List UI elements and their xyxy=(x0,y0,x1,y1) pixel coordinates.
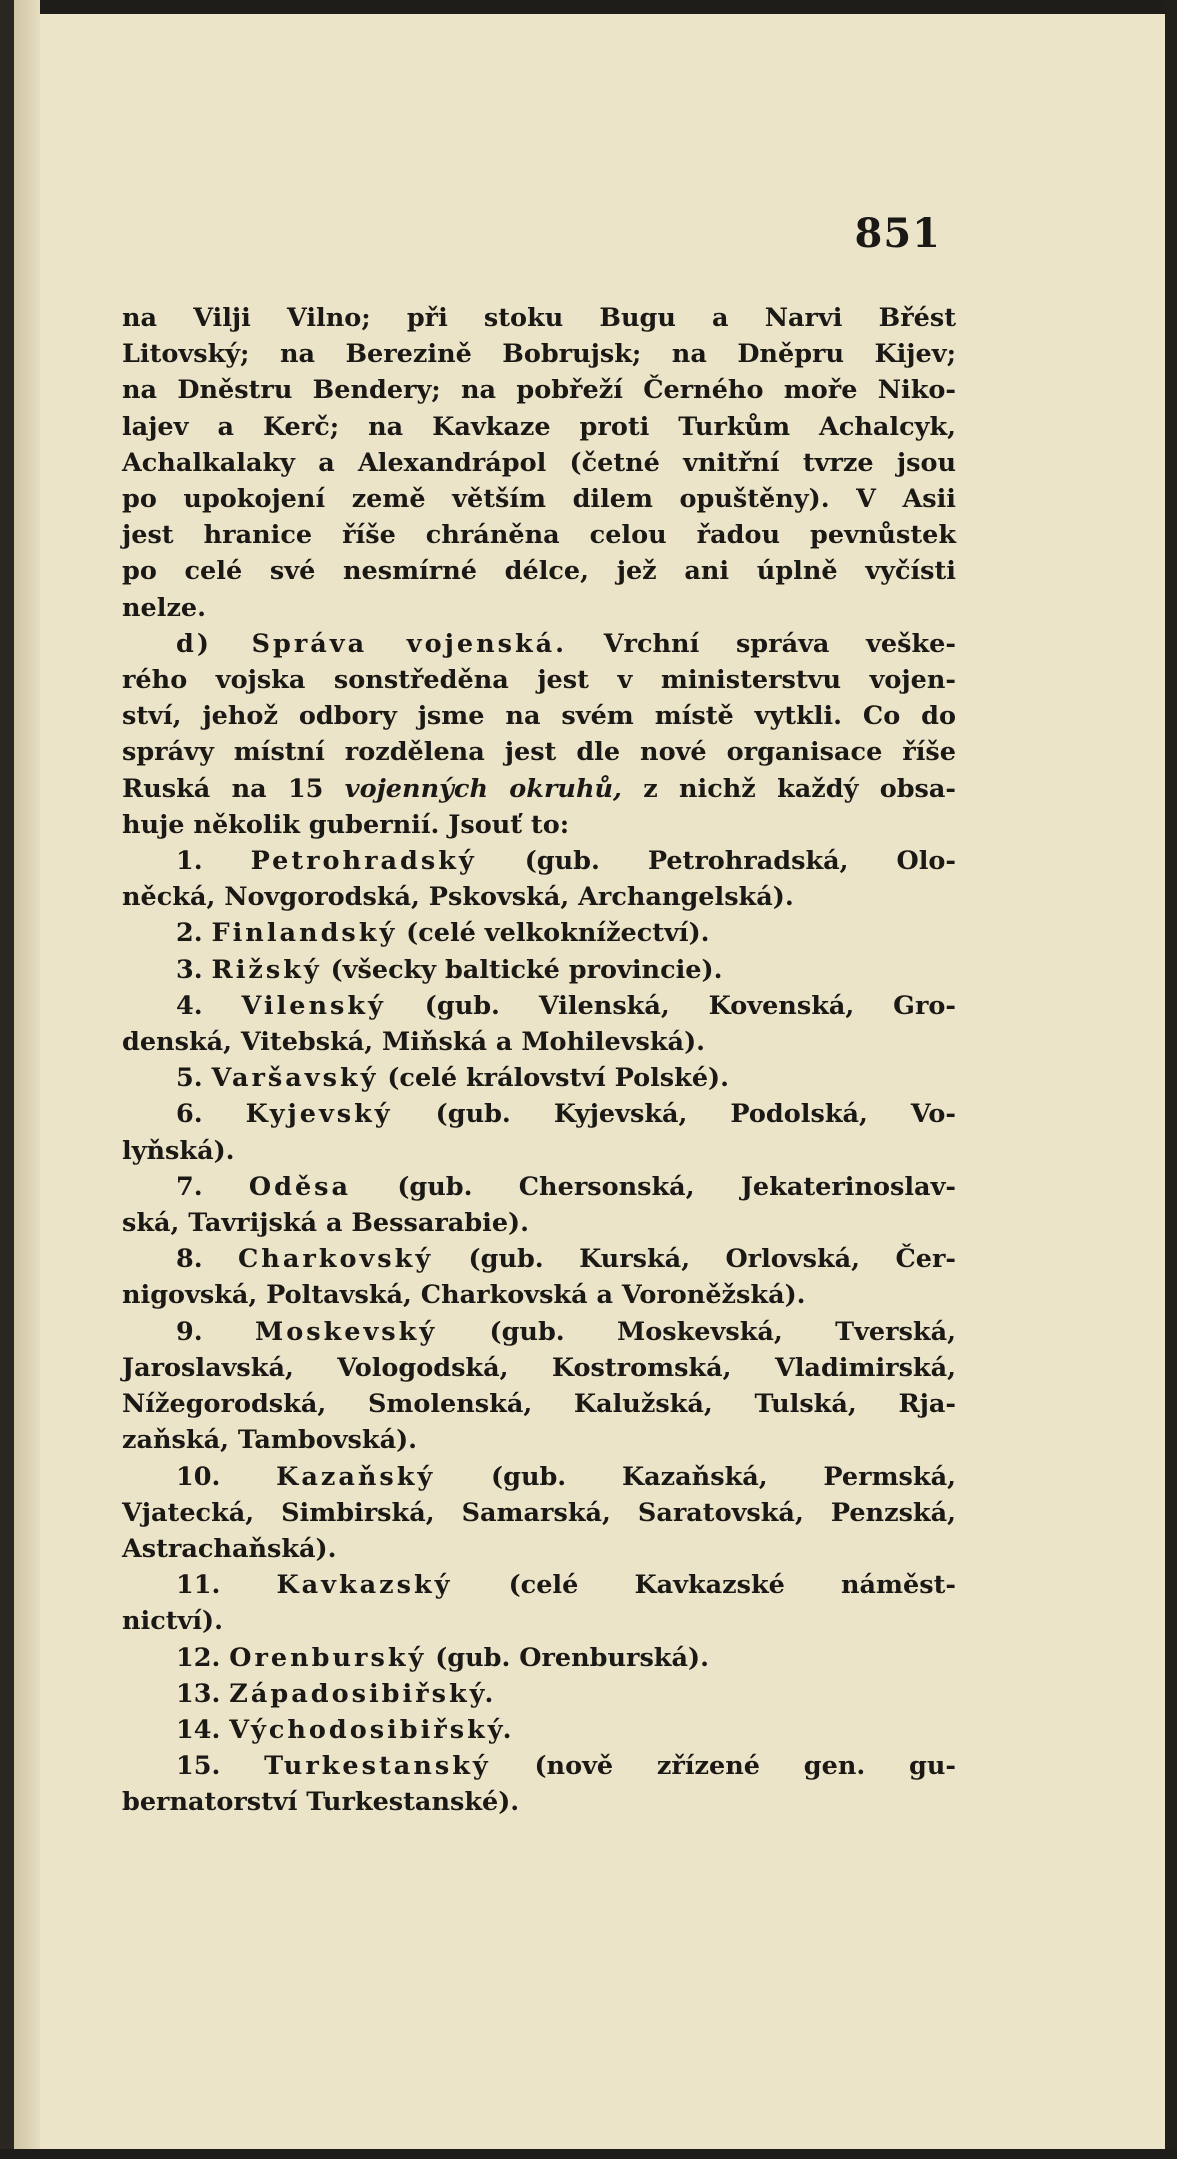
district-continuation: Nížegorodská, Smolenská, Kalužská, Tulská, Rja- xyxy=(122,1389,956,1420)
district-name: Oděsa xyxy=(248,1171,352,1202)
district-continuation: Jaroslavská, Vologodská, Kostromská, Vladimirská, xyxy=(122,1352,956,1383)
district-gubernias: (nově zřízené gen. gu- xyxy=(534,1751,956,1782)
district-gubernias: (gub. Kurská, Orlovská, Čer- xyxy=(468,1244,956,1275)
page-number: 851 xyxy=(854,210,941,257)
district-gubernias: (gub. Kyjevská, Podolská, Vo- xyxy=(435,1099,956,1130)
body-line: rého vojska sonstředěna jest v ministerstvu vojen- xyxy=(122,665,956,696)
body-line: po celé své nesmírné délce, jež ani úplně vyčísti xyxy=(122,556,956,587)
district-item xyxy=(122,988,956,1024)
district-continuation: bernatorství Turkestanské). xyxy=(122,1787,520,1818)
district-number: 11. xyxy=(176,1570,221,1601)
district-name: Vilenský xyxy=(241,990,386,1021)
district-continuation: nictví). xyxy=(122,1606,223,1637)
district-number: 8. xyxy=(176,1244,203,1275)
section-d-line xyxy=(122,771,956,807)
district-item xyxy=(122,1314,956,1350)
district-continuation: ská, Tavrijská a Bessarabie). xyxy=(122,1208,530,1239)
district-item xyxy=(122,1459,956,1495)
body-line: správy místní rozdělena jest dle nové organisace říše xyxy=(122,737,956,768)
district-name: Kavkazský xyxy=(276,1570,453,1601)
district-continuation: nigovská, Poltavská, Charkovská a Voroněžská). xyxy=(122,1280,806,1311)
district-item xyxy=(122,1169,956,1205)
district-item xyxy=(122,952,956,988)
district-item xyxy=(122,1060,956,1096)
text-span: Ruská na 15 xyxy=(122,773,324,804)
district-list xyxy=(122,843,956,1820)
body-line: jest hranice říše chráněna celou řadou pevnůstek xyxy=(122,520,956,551)
district-item xyxy=(122,1748,956,1784)
book-spine-shadow xyxy=(0,0,14,2159)
district-number: 10. xyxy=(176,1461,221,1492)
district-gubernias: (gub. Vilenská, Kovenská, Gro- xyxy=(424,990,956,1021)
district-gubernias: (gub. Orenburská). xyxy=(435,1642,709,1673)
district-name: Varšavský xyxy=(211,1063,379,1094)
district-continuation: Astrachaňská). xyxy=(122,1533,337,1564)
district-name: Orenburský xyxy=(229,1642,427,1673)
district-number: 15. xyxy=(176,1751,221,1782)
district-name: Východosibiřský. xyxy=(229,1714,515,1745)
scan-top-edge xyxy=(0,0,1177,14)
district-number: 4. xyxy=(176,990,203,1021)
district-name: Turkestanský xyxy=(264,1751,491,1782)
district-item xyxy=(122,1096,956,1132)
district-name: Petrohradský xyxy=(250,846,477,877)
district-number: 9. xyxy=(176,1316,203,1347)
body-line: huje několik gubernií. Jsouť to: xyxy=(122,809,570,840)
text-span: z nichž každý obsa- xyxy=(643,773,956,804)
body-line: na Vilji Vilno; při stoku Bugu a Narvi Břést xyxy=(122,303,956,333)
district-number: 6. xyxy=(176,1099,203,1130)
district-name: Moskevský xyxy=(255,1316,438,1347)
district-item xyxy=(122,843,956,879)
district-name: Finlandský xyxy=(211,918,398,949)
district-gubernias: (celé Kavkazské náměst- xyxy=(508,1570,956,1601)
body-line: Litovský; na Berezině Bobrujsk; na Dněpru Kijev; xyxy=(122,339,956,370)
district-item xyxy=(122,1241,956,1277)
scan-bottom-edge xyxy=(0,2149,1177,2159)
section-d-text: Vrchní správa veške- xyxy=(603,628,956,659)
district-item xyxy=(122,915,956,951)
district-number: 1. xyxy=(176,846,203,877)
body-line: po upokojení země větším dilem opuštěny). V Asii xyxy=(122,484,956,515)
body-line: nelze. xyxy=(122,592,207,623)
italic-term: vojenných okruhů, xyxy=(344,773,622,804)
district-item xyxy=(122,1567,956,1603)
district-item xyxy=(122,1712,956,1748)
body-line: ství, jehož odbory jsme na svém místě vytkli. Co do xyxy=(122,701,956,732)
district-gubernias: (gub. Petrohradská, Olo- xyxy=(524,846,956,877)
body-line: lajev a Kerč; na Kavkaze proti Turkům Achalcyk, xyxy=(122,411,956,442)
district-number: 13. xyxy=(176,1678,221,1709)
page-body xyxy=(122,300,956,1821)
district-gubernias: (celé velkoknížectví). xyxy=(406,918,710,949)
district-name: Kazaňský xyxy=(276,1461,436,1492)
district-gubernias: (celé království Polské). xyxy=(387,1063,729,1094)
district-item xyxy=(122,1640,956,1676)
district-gubernias: (gub. Moskevská, Tverská, xyxy=(489,1316,956,1347)
district-gubernias: (gub. Kazaňská, Permská, xyxy=(491,1461,956,1492)
scan-right-edge xyxy=(1165,0,1177,2159)
section-d-heading: d) Správa vojenská. xyxy=(176,628,568,659)
district-continuation: zaňská, Tambovská). xyxy=(122,1425,418,1456)
district-gubernias: (všecky baltické provincie). xyxy=(330,954,723,985)
district-name: Západosibiřský. xyxy=(229,1678,497,1709)
page-gutter xyxy=(14,0,40,2159)
district-number: 2. xyxy=(176,918,203,949)
district-number: 5. xyxy=(176,1063,203,1094)
district-continuation: denská, Vitebská, Miňská a Mohilevská). xyxy=(122,1027,706,1058)
district-name: Kyjevský xyxy=(245,1099,393,1130)
body-line: Achalkalaky a Alexandrápol (četné vnitřní tvrze jsou xyxy=(122,447,956,478)
district-item xyxy=(122,1676,956,1712)
district-number: 12. xyxy=(176,1642,221,1673)
district-number: 3. xyxy=(176,954,203,985)
district-name: Charkovský xyxy=(238,1244,434,1275)
body-line: na Dněstru Bendery; na pobřeží Černého moře Niko- xyxy=(122,375,956,406)
district-continuation: Vjatecká, Simbirská, Samarská, Saratovská, Penzská, xyxy=(122,1497,956,1528)
district-continuation: lyňská). xyxy=(122,1135,235,1166)
section-d-first-line xyxy=(122,626,956,662)
district-continuation: něcká, Novgorodská, Pskovská, Archangelská). xyxy=(122,882,794,913)
district-number: 14. xyxy=(176,1714,221,1745)
district-number: 7. xyxy=(176,1171,203,1202)
district-gubernias: (gub. Chersonská, Jekaterinoslav- xyxy=(397,1171,956,1202)
district-name: Rižský xyxy=(211,954,322,985)
